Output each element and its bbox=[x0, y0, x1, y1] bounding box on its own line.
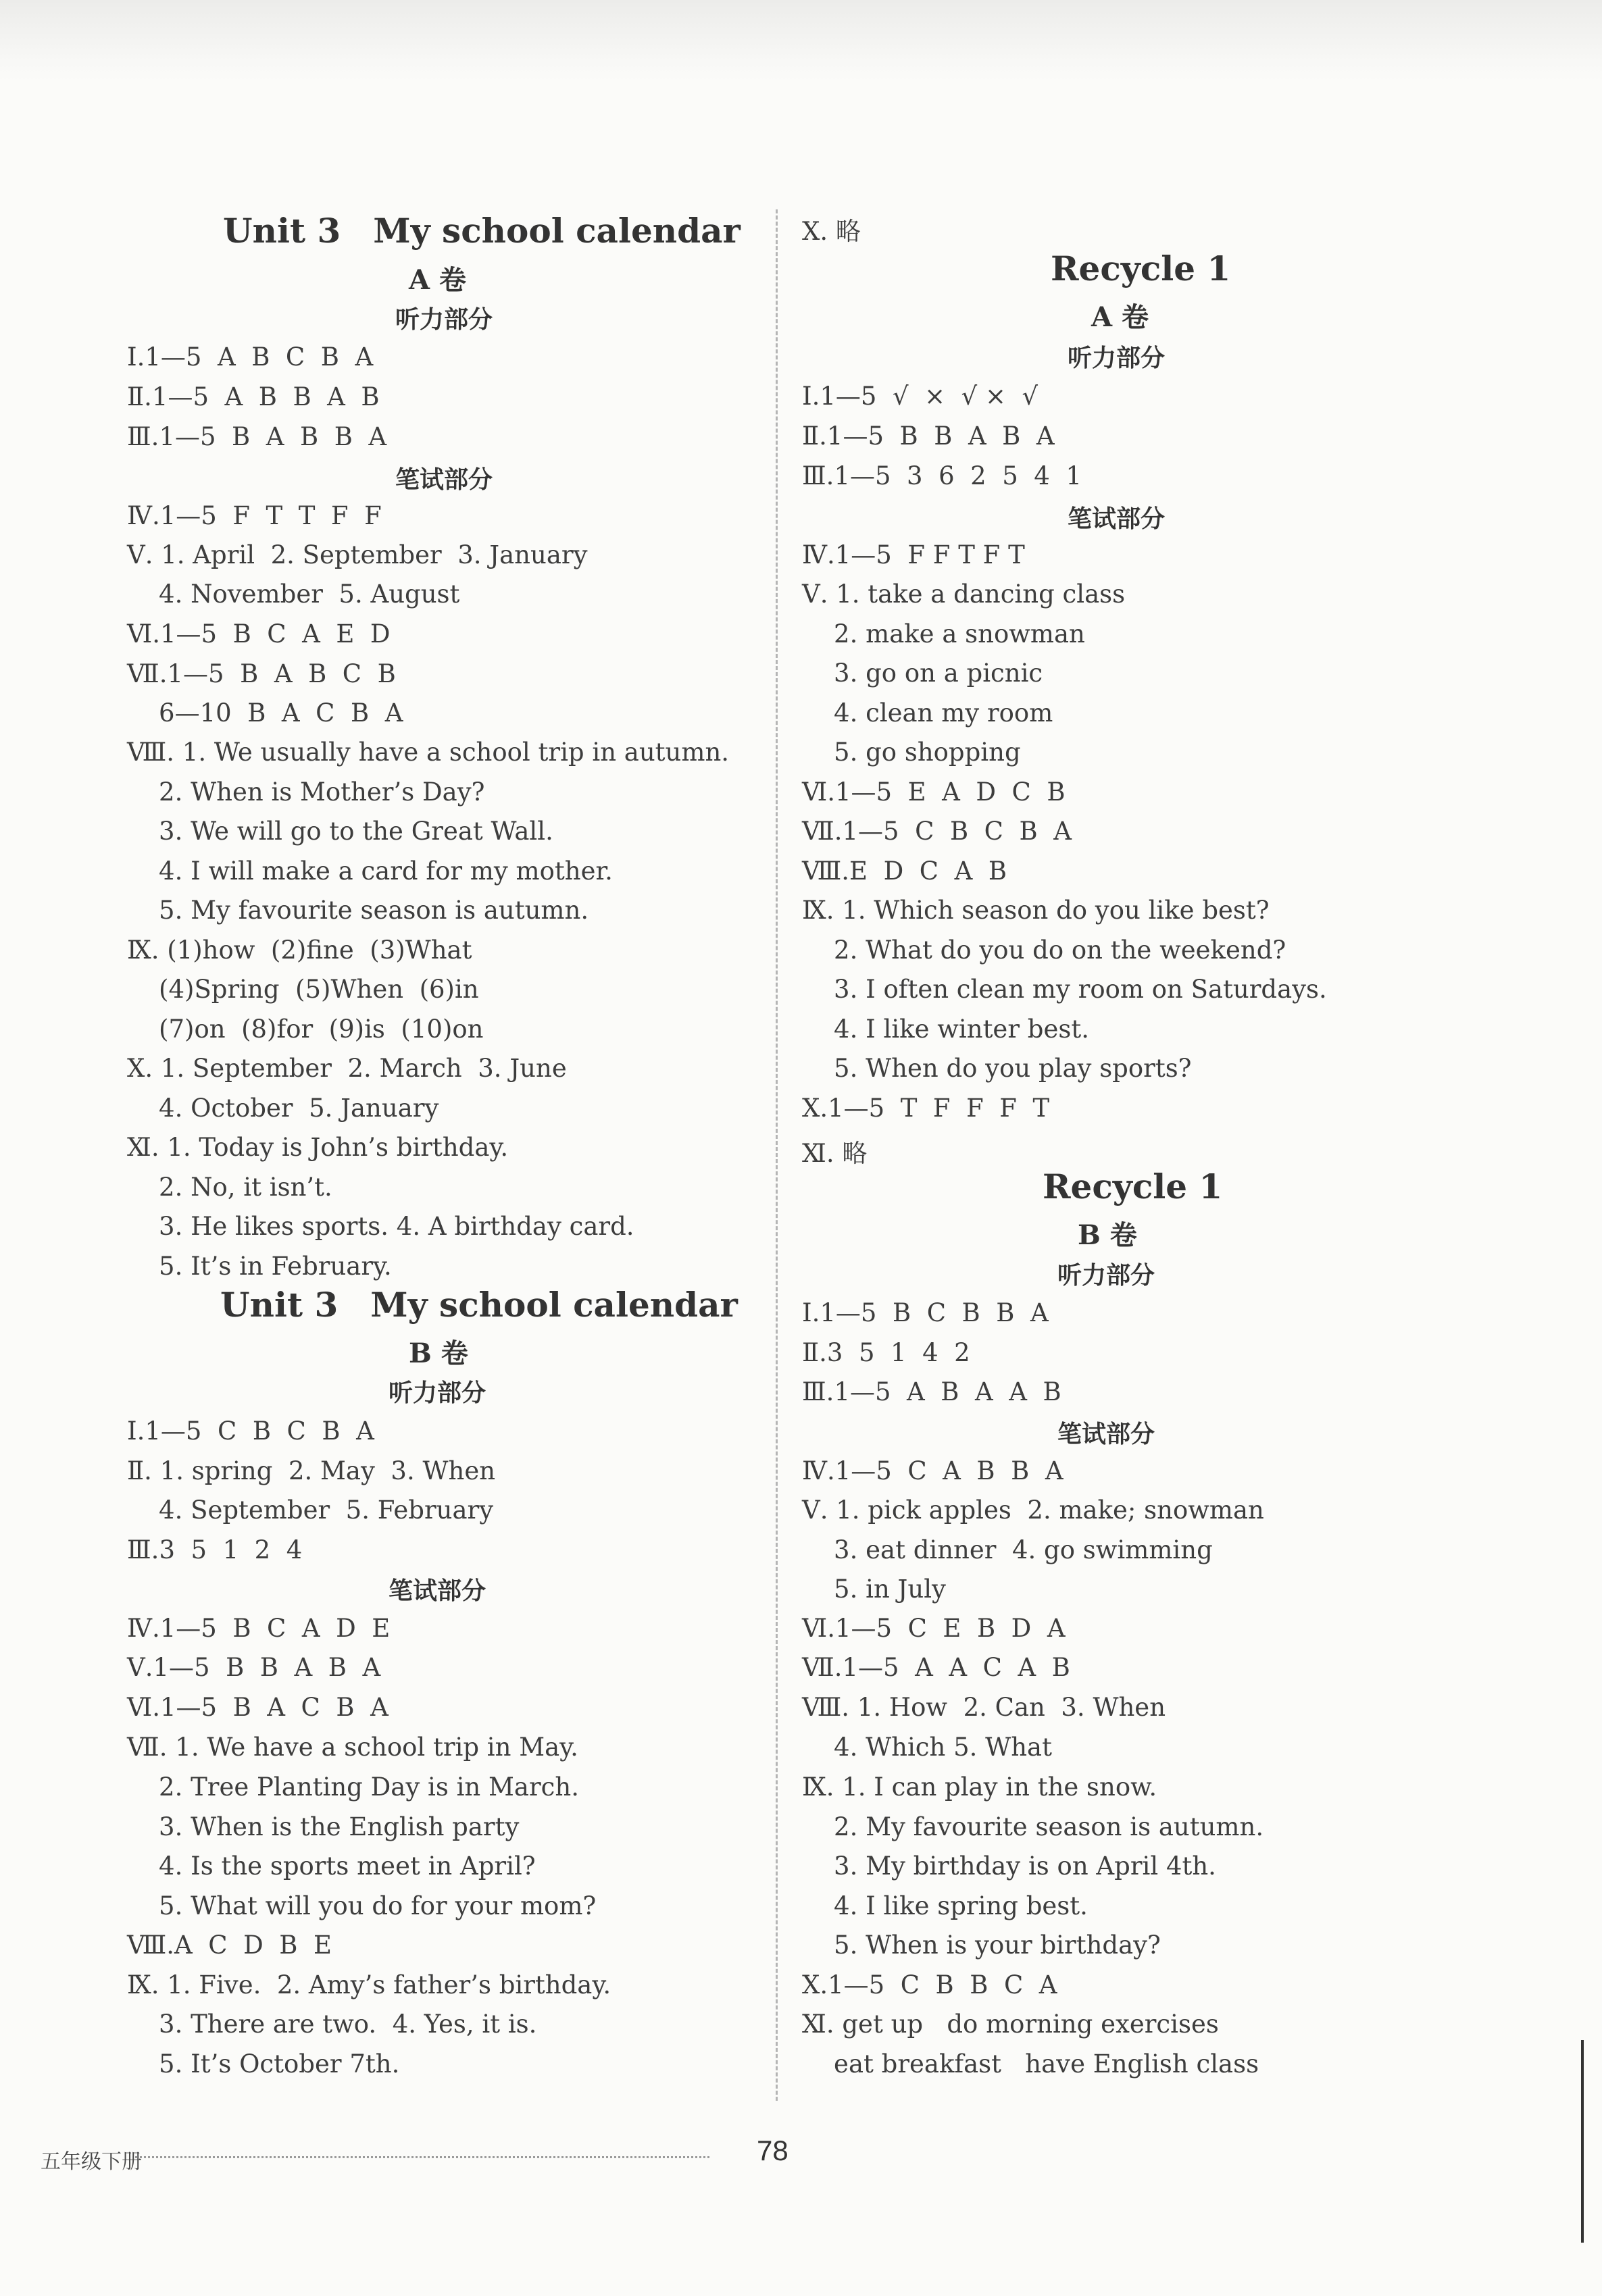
answer-line: Ⅹ.1—5 C B B C A bbox=[802, 1970, 1057, 1999]
answer-line: 4. Is the sports meet in April? bbox=[127, 1852, 536, 1881]
answer-line: Ⅱ.1—5 A B B A B bbox=[127, 382, 380, 411]
answer-line: Ⅸ. 1. Five. 2. Amy’s father’s birthday. bbox=[127, 1970, 611, 1999]
answer-line: Ⅰ.1—5 C B C B A bbox=[127, 1417, 374, 1446]
answer-line: Ⅷ.E D C A B bbox=[802, 857, 1007, 886]
answer-line: Ⅲ.1—5 3 6 2 5 4 1 bbox=[802, 461, 1082, 490]
answer-line: Ⅴ. 1. April 2. September 3. January bbox=[127, 540, 588, 569]
answer-line: 3. When is the English party bbox=[127, 1812, 520, 1841]
answer-line: Ⅸ. (1)how (2)fine (3)What bbox=[127, 936, 472, 965]
answer-line: 4. I will make a card for my mother. bbox=[127, 857, 613, 886]
paper-label: A 卷 bbox=[409, 264, 466, 296]
answer-line: 4. clean my room bbox=[802, 698, 1053, 728]
answer-line: 5. When is your birthday? bbox=[802, 1931, 1161, 1960]
answer-line: Ⅱ.1—5 B B A B A bbox=[802, 422, 1055, 451]
answer-line: Ⅵ.1—5 E A D C B bbox=[802, 777, 1066, 807]
answer-line: Ⅶ. 1. We have a school trip in May. bbox=[127, 1733, 578, 1762]
answer-line: (7)on (8)for (9)is (10)on bbox=[127, 1015, 484, 1044]
answer-line: Ⅵ.1—5 B A C B A bbox=[127, 1693, 389, 1722]
answer-line: Ⅰ.1—5 √ × √ × √ bbox=[802, 382, 1038, 411]
answer-line: 5. When do you play sports? bbox=[802, 1054, 1192, 1083]
answer-line: Ⅲ.3 5 1 2 4 bbox=[127, 1535, 303, 1564]
answer-line: Ⅶ.1—5 C B C B A bbox=[802, 817, 1072, 846]
answer-line: 5. go shopping bbox=[802, 738, 1021, 767]
answer-line: 4. I like spring best. bbox=[802, 1891, 1088, 1920]
paper-label: A 卷 bbox=[1091, 301, 1149, 333]
answer-line: Ⅸ. 1. I can play in the snow. bbox=[802, 1772, 1157, 1802]
answer-line: 2. When is Mother’s Day? bbox=[127, 777, 485, 807]
footer-dotted-rule bbox=[135, 2156, 709, 2158]
writing-label: 笔试部分 bbox=[1068, 505, 1166, 533]
answer-line: 4. I like winter best. bbox=[802, 1015, 1089, 1044]
answer-line: 5. What will you do for your mom? bbox=[127, 1891, 597, 1920]
answer-line: 3. eat dinner 4. go swimming bbox=[802, 1535, 1213, 1564]
answer-line: 4. Which 5. What bbox=[802, 1733, 1052, 1762]
section-title-recycle-b: Recycle 1 bbox=[1043, 1167, 1223, 1206]
answer-line: Ⅰ.1—5 B C B B A bbox=[802, 1298, 1049, 1327]
answer-line: Ⅲ.1—5 B A B B A bbox=[127, 422, 387, 451]
answer-line: 5. It’s October 7th. bbox=[127, 2049, 400, 2078]
answer-line: 2. What do you do on the weekend? bbox=[802, 936, 1286, 965]
answer-line: Ⅴ. 1. take a dancing class bbox=[802, 580, 1126, 609]
answer-line: 5. It’s in February. bbox=[127, 1252, 392, 1281]
answer-line: Ⅶ.1—5 B A B C B bbox=[127, 659, 396, 688]
scan-top-band bbox=[0, 0, 1602, 81]
answer-line: Ⅹ. 1. September 2. March 3. June bbox=[127, 1054, 567, 1083]
column-divider bbox=[776, 209, 778, 2101]
answer-line: Ⅷ.A C D B E bbox=[127, 1931, 332, 1960]
answer-line: 2. Tree Planting Day is in March. bbox=[127, 1772, 579, 1802]
listening-label: 听力部分 bbox=[1057, 1262, 1155, 1290]
answer-line: Ⅱ.3 5 1 4 2 bbox=[802, 1338, 970, 1367]
binding-edge-mark bbox=[1581, 2040, 1584, 2243]
answer-line: 3. We will go to the Great Wall. bbox=[127, 817, 553, 846]
answer-line: Ⅶ.1—5 A A C A B bbox=[802, 1653, 1070, 1682]
answer-line: 3. He likes sports. 4. A birthday card. bbox=[127, 1212, 634, 1241]
writing-label: 笔试部分 bbox=[1057, 1421, 1155, 1448]
answer-line: 3. There are two. 4. Yes, it is. bbox=[127, 2010, 537, 2039]
answer-line: (4)Spring (5)When (6)in bbox=[127, 975, 479, 1004]
title-name: My school calendar bbox=[373, 211, 741, 251]
listening-label: 听力部分 bbox=[389, 1379, 486, 1407]
answer-line: 2. make a snowman bbox=[802, 619, 1085, 648]
paper-label: B 卷 bbox=[409, 1337, 468, 1369]
page-number: 78 bbox=[757, 2135, 789, 2166]
answer-line: Ⅰ.1—5 A B C B A bbox=[127, 342, 374, 372]
answer-line: Ⅵ.1—5 B C A E D bbox=[127, 619, 391, 648]
answer-line: Ⅲ.1—5 A B A A B bbox=[802, 1377, 1061, 1406]
answer-line: Ⅹ. 略 bbox=[802, 217, 861, 246]
answer-line: 5. My favourite season is autumn. bbox=[127, 896, 589, 925]
listening-label: 听力部分 bbox=[1068, 345, 1166, 372]
answer-line: Ⅳ.1—5 B C A D E bbox=[127, 1614, 391, 1643]
title-unit: Unit 3 bbox=[223, 211, 341, 251]
answer-line: Ⅱ. 1. spring 2. May 3. When bbox=[127, 1456, 496, 1485]
answer-line: Ⅳ.1—5 C A B B A bbox=[802, 1456, 1063, 1485]
title-unit: Unit 3 bbox=[220, 1285, 339, 1325]
answer-line: 3. go on a picnic bbox=[802, 659, 1043, 688]
paper-label: B 卷 bbox=[1078, 1219, 1137, 1251]
answer-line: 6—10 B A C B A bbox=[127, 698, 403, 728]
writing-label: 笔试部分 bbox=[389, 1577, 486, 1605]
section-title-unit3-a bbox=[223, 211, 741, 251]
answer-line: Ⅷ. 1. How 2. Can 3. When bbox=[802, 1693, 1166, 1722]
listening-label: 听力部分 bbox=[395, 306, 493, 334]
answer-line: Ⅸ. 1. Which season do you like best? bbox=[802, 896, 1270, 925]
answer-line: Ⅹ.1—5 T F F F T bbox=[802, 1094, 1050, 1123]
section-title-unit3-b bbox=[220, 1285, 738, 1325]
title-name: My school calendar bbox=[370, 1285, 738, 1325]
answer-line: Ⅺ. get up do morning exercises bbox=[802, 2010, 1219, 2039]
answer-line: Ⅵ.1—5 C E B D A bbox=[802, 1614, 1066, 1643]
answer-line: Ⅳ.1—5 F F T F T bbox=[802, 540, 1025, 569]
grade-label: 五年级下册 bbox=[41, 2150, 142, 2174]
answer-line: Ⅳ.1—5 F T T F F bbox=[127, 501, 382, 530]
answer-line: 2. No, it isn’t. bbox=[127, 1173, 332, 1202]
answer-line: Ⅷ. 1. We usually have a school trip in autumn. bbox=[127, 738, 730, 767]
answer-line: Ⅴ. 1. pick apples 2. make; snowman bbox=[802, 1496, 1264, 1525]
answer-line: Ⅺ. 1. Today is John’s birthday. bbox=[127, 1133, 509, 1162]
answer-line: 5. in July bbox=[802, 1575, 946, 1604]
answer-line: 4. September 5. February bbox=[127, 1496, 494, 1525]
answer-line: 3. My birthday is on April 4th. bbox=[802, 1852, 1216, 1881]
answer-line: 3. I often clean my room on Saturdays. bbox=[802, 975, 1327, 1004]
answer-line: 2. My favourite season is autumn. bbox=[802, 1812, 1264, 1841]
answer-line: 4. October 5. January bbox=[127, 1094, 439, 1123]
answer-line: Ⅺ. 略 bbox=[802, 1139, 868, 1168]
writing-label: 笔试部分 bbox=[395, 466, 493, 494]
answer-line: 4. November 5. August bbox=[127, 580, 460, 609]
answer-line: eat breakfast have English class bbox=[802, 2049, 1259, 2078]
answer-line: Ⅴ.1—5 B B A B A bbox=[127, 1653, 381, 1682]
section-title-recycle-a: Recycle 1 bbox=[1051, 249, 1231, 288]
